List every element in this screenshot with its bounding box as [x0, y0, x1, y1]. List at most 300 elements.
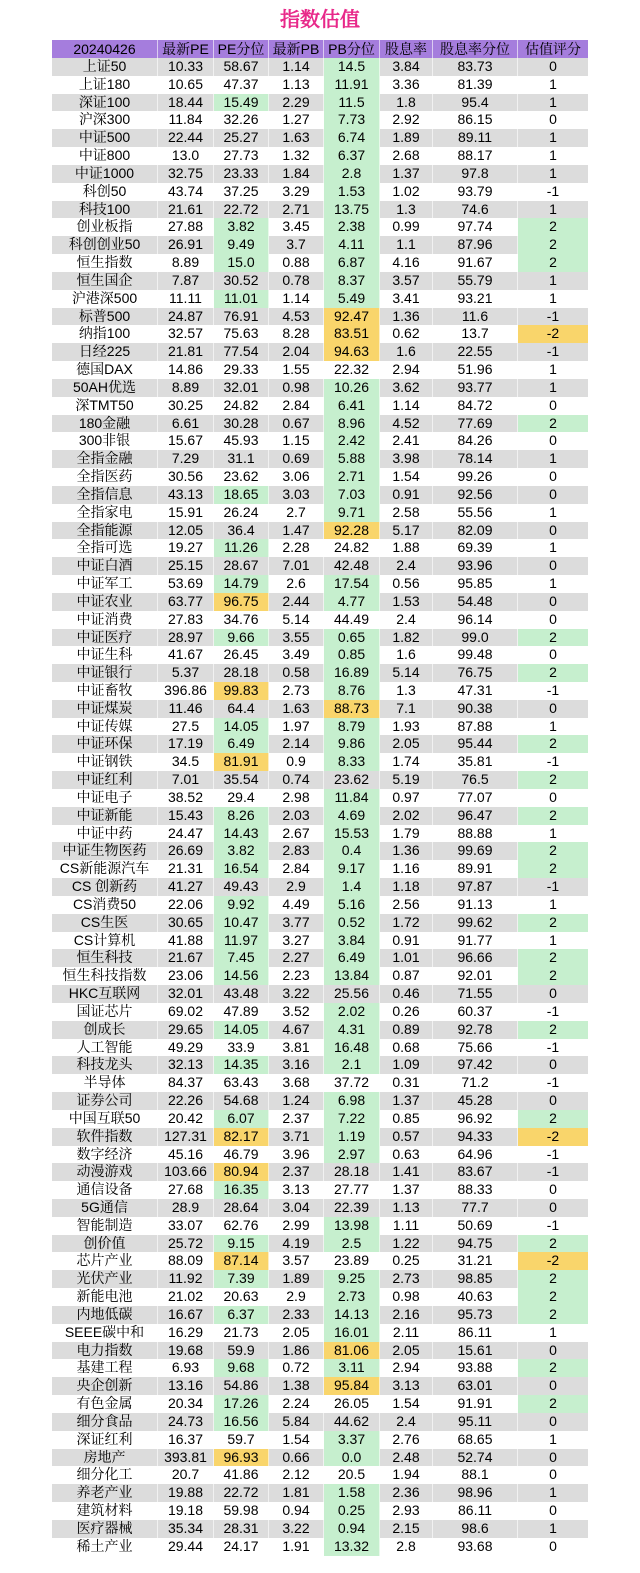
index-name-cell: CS计算机: [52, 932, 158, 950]
dividend-yield-cell: 4.52: [380, 415, 433, 433]
pe-cell: 7.87: [158, 272, 214, 290]
pb-cell: 1.14: [269, 58, 324, 76]
index-name-cell: CS 创新药: [52, 878, 158, 896]
pe-percentile-cell: 43.48: [214, 985, 269, 1003]
dividend-yield-cell: 2.58: [380, 504, 433, 522]
dividend-percentile-cell: 84.72: [433, 397, 518, 415]
pe-percentile-cell: 6.49: [214, 735, 269, 753]
pe-cell: 21.67: [158, 949, 214, 967]
pe-percentile-cell: 14.05: [214, 1021, 269, 1039]
pb-percentile-cell: 9.17: [324, 860, 380, 878]
dividend-percentile-cell: 97.8: [433, 165, 518, 183]
valuation-score-cell: 2: [518, 629, 588, 647]
pe-cell: 22.26: [158, 1092, 214, 1110]
dividend-yield-cell: 3.98: [380, 450, 433, 468]
index-name-cell: 中证煤炭: [52, 700, 158, 718]
table-row: [52, 111, 588, 129]
pe-percentile-cell: 9.15: [214, 1235, 269, 1253]
table-body: [52, 58, 588, 1556]
table-row: [52, 967, 588, 985]
dividend-percentile-cell: 88.33: [433, 1181, 518, 1199]
valuation-score-cell: 0: [549, 468, 557, 485]
index-name-cell: 科技100: [52, 201, 158, 219]
index-name-cell: 中证消费: [52, 611, 158, 629]
pe-cell: 396.86: [158, 682, 214, 700]
valuation-score-cell: 0: [549, 58, 557, 74]
dividend-percentile-cell: 91.13: [433, 896, 518, 914]
index-name-cell: 中证白酒: [52, 557, 158, 575]
pe-cell: 23.06: [158, 967, 214, 985]
table-row: [52, 593, 588, 611]
header-dividend-percentile: 股息率分位: [433, 40, 518, 58]
pb-percentile-cell: 11.5: [324, 94, 380, 112]
pb-cell: 3.52: [269, 1003, 324, 1021]
valuation-score-cell: 2: [518, 254, 588, 272]
valuation-score-cell: 0: [549, 557, 557, 574]
dividend-yield-cell: 1.36: [380, 842, 433, 860]
pe-percentile-cell: 22.72: [214, 201, 269, 219]
pe-cell: 11.84: [158, 111, 214, 129]
pb-cell: 8.28: [269, 325, 324, 343]
index-name-cell: 纳指100: [52, 325, 158, 343]
pb-percentile-cell: 20.5: [324, 1466, 380, 1484]
pb-cell: 2.23: [269, 967, 324, 985]
valuation-score-cell: 2: [518, 1110, 588, 1128]
table-row: [52, 468, 588, 486]
pb-percentile-cell: 6.41: [324, 397, 380, 415]
pe-cell: 21.81: [158, 343, 214, 361]
dividend-yield-cell: 0.26: [380, 1003, 433, 1021]
pe-percentile-cell: 10.47: [214, 914, 269, 932]
valuation-score-cell: 0: [549, 610, 557, 627]
pb-cell: 3.77: [269, 914, 324, 932]
valuation-score-cell: 1: [549, 164, 557, 181]
pb-percentile-cell: 9.86: [324, 735, 380, 753]
pb-percentile-cell: 1.19: [324, 1128, 380, 1146]
pb-percentile-cell: 3.11: [324, 1359, 380, 1377]
pe-cell: 26.91: [158, 236, 214, 254]
valuation-score-cell: -1: [546, 1145, 560, 1162]
pb-cell: 0.9: [269, 753, 324, 771]
dividend-percentile-cell: 96.14: [433, 611, 518, 629]
pb-cell: 2.73: [269, 682, 324, 700]
dividend-yield-cell: 1.01: [380, 949, 433, 967]
index-name-cell: 科创50: [52, 183, 158, 201]
pb-percentile-cell: 23.62: [324, 771, 380, 789]
pe-percentile-cell: 26.24: [214, 504, 269, 522]
dividend-percentile-cell: 87.96: [433, 236, 518, 254]
pe-cell: 38.52: [158, 789, 214, 807]
dividend-yield-cell: 1.09: [380, 1056, 433, 1074]
valuation-score-cell: 0: [549, 1537, 557, 1554]
pb-percentile-cell: 0.52: [324, 914, 380, 932]
pe-cell: 49.29: [158, 1039, 214, 1057]
valuation-score-cell: 2: [518, 1288, 588, 1306]
valuation-score-cell: 0: [549, 699, 557, 716]
table-row: [52, 504, 588, 522]
index-name-cell: 建筑材料: [52, 1502, 158, 1520]
pb-percentile-cell: 1.53: [324, 183, 380, 201]
pe-cell: 19.68: [158, 1342, 214, 1360]
dividend-percentile-cell: 93.77: [433, 379, 518, 397]
pb-cell: 4.19: [269, 1235, 324, 1253]
pe-cell: 27.83: [158, 611, 214, 629]
dividend-yield-cell: 1.82: [380, 629, 433, 647]
pe-percentile-cell: 28.18: [214, 664, 269, 682]
pe-cell: 18.44: [158, 94, 214, 112]
pb-cell: 0.72: [269, 1359, 324, 1377]
table-row: [52, 985, 588, 1003]
dividend-percentile-cell: 82.09: [433, 522, 518, 540]
pb-percentile-cell: 13.84: [324, 967, 380, 985]
valuation-score-cell: -1: [546, 1163, 560, 1180]
pe-percentile-cell: 62.76: [214, 1217, 269, 1235]
pe-percentile-cell: 58.67: [214, 58, 269, 76]
table-row: [52, 94, 588, 112]
valuation-score-cell: 1: [549, 271, 557, 288]
pb-percentile-cell: 8.79: [324, 718, 380, 736]
dividend-yield-cell: 2.56: [380, 896, 433, 914]
dividend-yield-cell: 1.54: [380, 1395, 433, 1413]
pe-cell: 28.97: [158, 629, 214, 647]
pe-cell: 127.31: [158, 1128, 214, 1146]
dividend-yield-cell: 1.3: [380, 682, 433, 700]
valuation-score-cell: 1: [549, 378, 557, 395]
index-name-cell: 标普500: [52, 308, 158, 326]
pb-cell: 1.63: [269, 700, 324, 718]
table-row: [52, 1538, 588, 1556]
dividend-percentile-cell: 99.69: [433, 842, 518, 860]
pb-percentile-cell: 88.73: [324, 700, 380, 718]
valuation-score-cell: 1: [549, 895, 557, 912]
valuation-score-cell: 1: [549, 539, 557, 556]
table-row: [52, 1413, 588, 1431]
dividend-percentile-cell: 95.85: [433, 575, 518, 593]
dividend-yield-cell: 7.1: [380, 700, 433, 718]
valuation-score-cell: 1: [549, 931, 557, 948]
index-name-cell: 中证畜牧: [52, 682, 158, 700]
pe-cell: 15.43: [158, 807, 214, 825]
pe-cell: 34.5: [158, 753, 214, 771]
valuation-score-cell: 0: [549, 111, 557, 128]
valuation-score-cell: 0: [549, 646, 557, 663]
dividend-percentile-cell: 98.85: [433, 1270, 518, 1288]
pe-cell: 11.92: [158, 1270, 214, 1288]
pe-cell: 16.37: [158, 1431, 214, 1449]
dividend-yield-cell: 0.68: [380, 1039, 433, 1057]
table-row: [52, 129, 588, 147]
pb-percentile-cell: 8.37: [324, 272, 380, 290]
pe-percentile-cell: 46.79: [214, 1146, 269, 1164]
table-header-row: [52, 40, 588, 58]
dividend-yield-cell: 0.56: [380, 575, 433, 593]
dividend-yield-cell: 2.4: [380, 557, 433, 575]
pb-percentile-cell: 37.72: [324, 1074, 380, 1092]
pb-percentile-cell: 26.05: [324, 1395, 380, 1413]
table-row: [52, 878, 588, 896]
pb-percentile-cell: 2.73: [324, 1288, 380, 1306]
pb-percentile-cell: 2.1: [324, 1056, 380, 1074]
index-name-cell: 中证传媒: [52, 718, 158, 736]
table-row: [52, 1324, 588, 1342]
pb-cell: 3.45: [269, 218, 324, 236]
pe-cell: 14.86: [158, 361, 214, 379]
pb-percentile-cell: 95.84: [324, 1377, 380, 1395]
header-pb-percentile: PB分位: [324, 40, 380, 58]
pb-cell: 7.01: [269, 557, 324, 575]
pb-percentile-cell: 44.62: [324, 1413, 380, 1431]
pe-percentile-cell: 14.35: [214, 1056, 269, 1074]
dividend-yield-cell: 1.37: [380, 1181, 433, 1199]
dividend-percentile-cell: 96.66: [433, 949, 518, 967]
pb-cell: 2.04: [269, 343, 324, 361]
dividend-yield-cell: 2.4: [380, 611, 433, 629]
dividend-yield-cell: 2.92: [380, 111, 433, 129]
pb-cell: 3.68: [269, 1074, 324, 1092]
valuation-score-cell: 2: [518, 218, 588, 236]
dividend-percentile-cell: 74.6: [433, 201, 518, 219]
pe-percentile-cell: 14.05: [214, 718, 269, 736]
table-row: [52, 1466, 588, 1484]
dividend-yield-cell: 0.31: [380, 1074, 433, 1092]
pe-percentile-cell: 28.31: [214, 1520, 269, 1538]
pb-cell: 0.58: [269, 664, 324, 682]
pb-cell: 1.15: [269, 432, 324, 450]
valuation-score-cell: 0: [549, 1412, 557, 1429]
index-name-cell: 中证医疗: [52, 629, 158, 647]
valuation-score-cell: 2: [518, 807, 588, 825]
pe-cell: 6.93: [158, 1359, 214, 1377]
valuation-score-cell: -2: [518, 1252, 588, 1270]
dividend-yield-cell: 1.1: [380, 236, 433, 254]
dividend-percentile-cell: 71.55: [433, 985, 518, 1003]
valuation-table: [52, 40, 588, 1556]
dividend-yield-cell: 2.02: [380, 807, 433, 825]
dividend-yield-cell: 1.8: [380, 94, 433, 112]
pb-percentile-cell: 1.4: [324, 878, 380, 896]
table-row: [52, 290, 588, 308]
dividend-yield-cell: 1.88: [380, 539, 433, 557]
index-name-cell: 内地低碳: [52, 1306, 158, 1324]
index-name-cell: 动漫游戏: [52, 1163, 158, 1181]
index-name-cell: 50AH优选: [52, 379, 158, 397]
pb-percentile-cell: 2.02: [324, 1003, 380, 1021]
table-row: [52, 236, 588, 254]
dividend-percentile-cell: 76.75: [433, 664, 518, 682]
table-row: [52, 1449, 588, 1467]
pe-percentile-cell: 6.07: [214, 1110, 269, 1128]
pb-percentile-cell: 8.96: [324, 415, 380, 433]
pb-cell: 3.22: [269, 1520, 324, 1538]
pe-percentile-cell: 25.27: [214, 129, 269, 147]
dividend-yield-cell: 0.91: [380, 932, 433, 950]
pe-cell: 8.89: [158, 254, 214, 272]
index-name-cell: 300非银: [52, 432, 158, 450]
dividend-yield-cell: 2.8: [380, 1538, 433, 1556]
table-row: [52, 842, 588, 860]
pb-percentile-cell: 25.56: [324, 985, 380, 1003]
pe-cell: 8.89: [158, 379, 214, 397]
index-name-cell: 中证生物医药: [52, 842, 158, 860]
table-row: [52, 522, 588, 540]
dividend-percentile-cell: 93.68: [433, 1538, 518, 1556]
pe-percentile-cell: 23.62: [214, 468, 269, 486]
table-row: [52, 1520, 588, 1538]
pb-percentile-cell: 9.25: [324, 1270, 380, 1288]
table-row: [52, 1288, 588, 1306]
table-row: [52, 1074, 588, 1092]
index-name-cell: 沪港深500: [52, 290, 158, 308]
pb-percentile-cell: 11.84: [324, 789, 380, 807]
dividend-percentile-cell: 86.15: [433, 111, 518, 129]
pe-cell: 11.11: [158, 290, 214, 308]
valuation-score-cell: 0: [549, 1502, 557, 1519]
table-row: [52, 218, 588, 236]
pb-cell: 3.13: [269, 1181, 324, 1199]
pb-cell: 3.57: [269, 1252, 324, 1270]
pe-cell: 15.67: [158, 432, 214, 450]
pb-cell: 0.94: [269, 1502, 324, 1520]
index-name-cell: 创价值: [52, 1235, 158, 1253]
pb-cell: 2.9: [269, 878, 324, 896]
pe-percentile-cell: 35.54: [214, 771, 269, 789]
table-row: [52, 896, 588, 914]
pb-cell: 3.81: [269, 1039, 324, 1057]
pb-cell: 3.71: [269, 1128, 324, 1146]
pb-percentile-cell: 28.18: [324, 1163, 380, 1181]
table-row: [52, 753, 588, 771]
pe-percentile-cell: 87.14: [214, 1252, 269, 1270]
index-name-cell: 全指信息: [52, 486, 158, 504]
pe-cell: 84.37: [158, 1074, 214, 1092]
dividend-percentile-cell: 55.79: [433, 272, 518, 290]
dividend-yield-cell: 1.41: [380, 1163, 433, 1181]
dividend-yield-cell: 1.94: [380, 1466, 433, 1484]
dividend-yield-cell: 5.19: [380, 771, 433, 789]
pe-percentile-cell: 76.91: [214, 308, 269, 326]
table-row: [52, 1306, 588, 1324]
dividend-percentile-cell: 60.37: [433, 1003, 518, 1021]
dividend-yield-cell: 0.85: [380, 1110, 433, 1128]
pe-percentile-cell: 7.39: [214, 1270, 269, 1288]
index-name-cell: CS新能源汽车: [52, 860, 158, 878]
pe-cell: 16.67: [158, 1306, 214, 1324]
dividend-percentile-cell: 95.11: [433, 1413, 518, 1431]
dividend-percentile-cell: 69.39: [433, 539, 518, 557]
dividend-percentile-cell: 92.01: [433, 967, 518, 985]
pe-percentile-cell: 29.33: [214, 361, 269, 379]
index-name-cell: 养老产业: [52, 1484, 158, 1502]
pe-percentile-cell: 32.26: [214, 111, 269, 129]
pe-percentile-cell: 59.7: [214, 1431, 269, 1449]
valuation-score-cell: -1: [546, 1002, 560, 1019]
pb-percentile-cell: 0.0: [324, 1449, 380, 1467]
table-row: [52, 1377, 588, 1395]
pe-percentile-cell: 20.63: [214, 1288, 269, 1306]
dividend-yield-cell: 4.16: [380, 254, 433, 272]
pb-percentile-cell: 6.74: [324, 129, 380, 147]
dividend-percentile-cell: 22.55: [433, 343, 518, 361]
pb-percentile-cell: 16.01: [324, 1324, 380, 1342]
index-name-cell: 央企创新: [52, 1377, 158, 1395]
pe-percentile-cell: 63.43: [214, 1074, 269, 1092]
pb-cell: 2.33: [269, 1306, 324, 1324]
dividend-percentile-cell: 68.65: [433, 1431, 518, 1449]
table-row: [52, 825, 588, 843]
dividend-yield-cell: 1.14: [380, 397, 433, 415]
dividend-percentile-cell: 50.69: [433, 1217, 518, 1235]
pe-percentile-cell: 26.45: [214, 646, 269, 664]
table-row: [52, 735, 588, 753]
pb-percentile-cell: 9.71: [324, 504, 380, 522]
dividend-percentile-cell: 75.66: [433, 1039, 518, 1057]
dividend-yield-cell: 2.73: [380, 1270, 433, 1288]
pe-cell: 7.01: [158, 771, 214, 789]
table-row: [52, 700, 588, 718]
pb-cell: 2.84: [269, 397, 324, 415]
pe-cell: 35.34: [158, 1520, 214, 1538]
index-name-cell: 医疗器械: [52, 1520, 158, 1538]
header-pe-percentile: PE分位: [214, 40, 269, 58]
valuation-score-cell: 1: [549, 1323, 557, 1340]
header-pe: 最新PE: [158, 40, 214, 58]
pb-cell: 2.24: [269, 1395, 324, 1413]
pe-cell: 25.15: [158, 557, 214, 575]
pb-percentile-cell: 2.42: [324, 432, 380, 450]
pe-cell: 20.7: [158, 1466, 214, 1484]
pe-percentile-cell: 47.89: [214, 1003, 269, 1021]
pe-percentile-cell: 8.26: [214, 807, 269, 825]
dividend-percentile-cell: 89.91: [433, 860, 518, 878]
pe-cell: 88.09: [158, 1252, 214, 1270]
pb-percentile-cell: 44.49: [324, 611, 380, 629]
dividend-percentile-cell: 97.87: [433, 878, 518, 896]
pe-cell: 10.65: [158, 76, 214, 94]
valuation-score-cell: 1: [549, 361, 557, 378]
table-row: [52, 325, 588, 343]
dividend-yield-cell: 2.4: [380, 1413, 433, 1431]
valuation-score-cell: -2: [518, 325, 588, 343]
valuation-score-cell: 2: [518, 1395, 588, 1413]
dividend-yield-cell: 0.25: [380, 1252, 433, 1270]
dividend-percentile-cell: 97.74: [433, 218, 518, 236]
table-row: [52, 147, 588, 165]
pb-percentile-cell: 16.48: [324, 1039, 380, 1057]
index-name-cell: 恒生科技指数: [52, 967, 158, 985]
table-row: [52, 1359, 588, 1377]
dividend-percentile-cell: 88.1: [433, 1466, 518, 1484]
valuation-score-cell: 2: [518, 1359, 588, 1377]
pe-percentile-cell: 11.01: [214, 290, 269, 308]
pe-percentile-cell: 9.49: [214, 236, 269, 254]
valuation-score-cell: 2: [518, 1021, 588, 1039]
index-name-cell: 中证军工: [52, 575, 158, 593]
pb-cell: 2.6: [269, 575, 324, 593]
pb-percentile-cell: 4.69: [324, 807, 380, 825]
dividend-yield-cell: 1.3: [380, 201, 433, 219]
pb-percentile-cell: 4.31: [324, 1021, 380, 1039]
index-name-cell: 中证生科: [52, 646, 158, 664]
dividend-percentile-cell: 95.44: [433, 735, 518, 753]
valuation-score-cell: 0: [549, 1056, 557, 1073]
pb-cell: 5.14: [269, 611, 324, 629]
pe-percentile-cell: 99.83: [214, 682, 269, 700]
pe-cell: 28.9: [158, 1199, 214, 1217]
table-row: [52, 165, 588, 183]
index-name-cell: 中证农业: [52, 593, 158, 611]
pe-percentile-cell: 9.92: [214, 896, 269, 914]
pe-percentile-cell: 96.75: [214, 593, 269, 611]
